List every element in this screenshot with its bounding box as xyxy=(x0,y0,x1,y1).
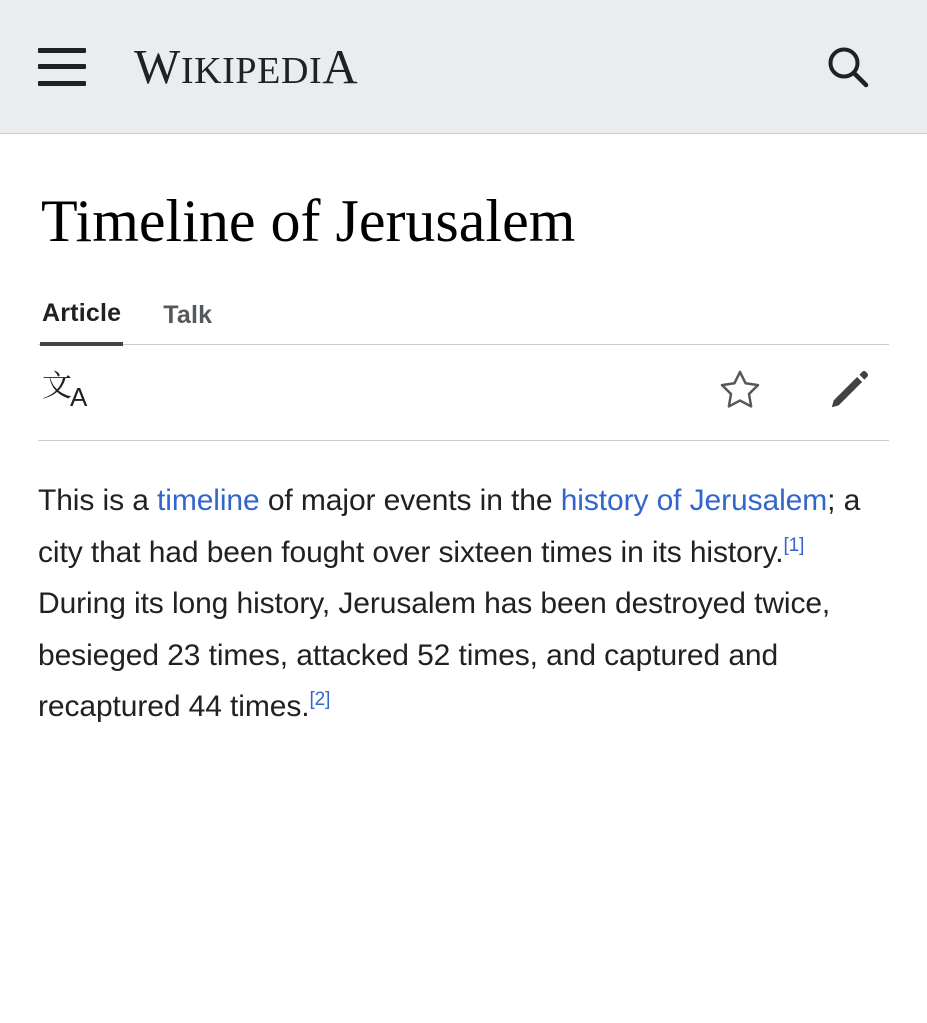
article-toolbar xyxy=(38,345,889,441)
reference-1[interactable]: [1] xyxy=(783,534,805,556)
lead-text-3: ; a city that had been fought over sixteen times in its history. xyxy=(38,484,861,569)
site-header xyxy=(0,0,927,134)
page-title: Timeline of Jerusalem xyxy=(41,188,576,254)
link-history-of-jerusalem[interactable]: history of Jerusalem xyxy=(560,484,828,517)
tab-article[interactable]: Article xyxy=(40,299,123,346)
wordmark-part: A xyxy=(322,39,359,94)
hamburger-bar xyxy=(38,48,86,53)
toolbar-right-group xyxy=(717,367,885,418)
wikipedia-wordmark[interactable] xyxy=(134,39,359,94)
reference-2[interactable]: [2] xyxy=(309,689,331,711)
hamburger-bar xyxy=(38,64,86,69)
hamburger-menu-icon[interactable] xyxy=(38,48,86,86)
lead-text-2: of major events in the xyxy=(259,484,561,517)
article-tabs xyxy=(38,299,889,345)
svg-text:A: A xyxy=(70,382,88,412)
language-translate-icon[interactable] xyxy=(42,366,98,419)
lead-text-1: This is a xyxy=(38,484,158,517)
pencil-edit-icon[interactable] xyxy=(827,367,873,418)
star-outline-icon[interactable] xyxy=(717,367,763,418)
tab-talk[interactable]: Talk xyxy=(163,301,213,329)
link-timeline[interactable]: timeline xyxy=(157,484,260,517)
svg-text:文: 文 xyxy=(42,369,72,404)
hamburger-bar xyxy=(38,81,86,86)
lead-paragraph xyxy=(38,475,889,733)
search-icon[interactable] xyxy=(825,44,871,90)
lead-text-4: During its long history, Jerusalem has been destroyed twice, besieged 23 times, attacked 52 times, and captured and recaptured 44 times. xyxy=(38,587,831,724)
wordmark-part: IKIPEDI xyxy=(180,50,323,92)
wordmark-part: W xyxy=(134,39,181,94)
article-content xyxy=(0,190,927,733)
